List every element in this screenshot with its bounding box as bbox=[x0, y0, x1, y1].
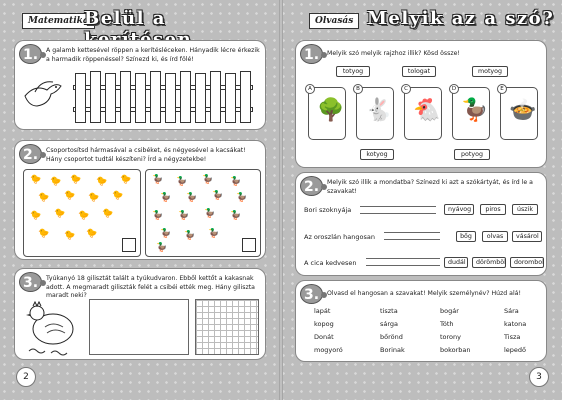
option-card[interactable]: úszik bbox=[512, 204, 538, 215]
task-instruction: Tyúkanyó 18 gilisztát talált a tyúkudvaron. Ebből kettőt a kakasnak adott. A megmaradt giliszták felét a csibéi ették meg. Hány giliszta maradt neki? bbox=[46, 275, 255, 299]
word-item[interactable]: Donát bbox=[314, 333, 334, 341]
sentence: Bori szoknyája bbox=[304, 206, 352, 214]
option-card[interactable]: bőg bbox=[456, 231, 476, 242]
picture-frame-b bbox=[356, 87, 394, 140]
task-number-badge: 3. bbox=[300, 284, 323, 304]
option-card[interactable]: nyávog bbox=[444, 204, 474, 215]
right-page bbox=[281, 0, 562, 400]
duck-icon: 🦆 bbox=[461, 98, 489, 123]
task-box-3-left bbox=[14, 268, 266, 360]
word-item[interactable]: Tisza bbox=[504, 333, 521, 341]
word-item[interactable]: mogyoró bbox=[314, 346, 343, 354]
option-card[interactable]: piros bbox=[480, 204, 506, 215]
rabbit-icon: 🐇 bbox=[365, 98, 393, 123]
word-item[interactable]: bokorban bbox=[440, 346, 471, 354]
fence-illustration bbox=[73, 71, 253, 123]
word-item[interactable]: bogár bbox=[440, 307, 459, 315]
picture-letter: D bbox=[449, 84, 459, 94]
page-number-right: 3 bbox=[529, 367, 549, 387]
page-number-left: 2 bbox=[16, 367, 36, 387]
pigeon-illustration bbox=[21, 76, 65, 114]
pot-icon: 🍲 bbox=[509, 98, 537, 123]
task-box-1-right bbox=[295, 40, 547, 168]
page-title-right: Melyik az a szó? bbox=[367, 8, 555, 29]
word-item[interactable]: tiszta bbox=[380, 307, 398, 315]
answer-box-chicks[interactable] bbox=[122, 238, 136, 252]
word-item[interactable]: lapát bbox=[314, 307, 331, 315]
answer-line[interactable] bbox=[384, 232, 440, 233]
task-box-2-left bbox=[14, 140, 266, 260]
hen-illustration bbox=[23, 297, 83, 357]
word-item[interactable]: lepedő bbox=[504, 346, 527, 354]
task-instruction: Olvasd el hangosan a szavakat! Melyik személynév? Húzd alá! bbox=[327, 290, 521, 297]
answer-line[interactable] bbox=[384, 239, 440, 240]
sentence: Az oroszlán hangosan bbox=[304, 233, 375, 241]
word-card-top[interactable]: tologat bbox=[402, 66, 436, 77]
picture-frame-d bbox=[452, 87, 490, 140]
word-item[interactable]: Tóth bbox=[440, 320, 454, 328]
tree-icon: 🌳 bbox=[317, 98, 345, 123]
word-card-bottom[interactable]: potyog bbox=[454, 149, 490, 160]
word-item[interactable]: Borinak bbox=[380, 346, 405, 354]
task-number-badge: 2. bbox=[19, 144, 42, 164]
picture-frame-a bbox=[308, 87, 346, 140]
subject-tag-math: Matematika bbox=[22, 13, 95, 29]
word-card-top[interactable]: motyog bbox=[472, 66, 508, 77]
option-card[interactable]: dörömböl bbox=[472, 257, 506, 268]
picture-frame-e bbox=[500, 87, 538, 140]
task-instruction: Csoportosítsd hármasával a csibéket, és négyesével a kacsákat! Hány csoportot tudtál készíteni? Írd a négyzetekbe! bbox=[46, 147, 246, 163]
answer-line[interactable] bbox=[360, 213, 436, 214]
option-card[interactable]: dudál bbox=[444, 257, 468, 268]
picture-letter: B bbox=[353, 84, 363, 94]
option-card[interactable]: vásárol bbox=[512, 231, 542, 242]
word-item[interactable]: katona bbox=[504, 320, 527, 328]
ducks-panel: 🦆 🦆 🦆 🦆 🦆 🦆 🦆 🦆 🦆 🦆 🦆 🦆 🦆 🦆 🦆 🦆 bbox=[145, 169, 261, 257]
sentence: A cica kedvesen bbox=[304, 259, 357, 267]
word-item[interactable]: torony bbox=[440, 333, 461, 341]
task-instruction: A galamb kettesével röppen a kerítésléceken. Hányadik lécre érkezik a harmadik röppenéssel? Színezd ki, és írd fölé! bbox=[46, 47, 260, 63]
word-item[interactable]: kopog bbox=[314, 320, 334, 328]
task-number-badge: 1. bbox=[19, 44, 42, 64]
answer-area[interactable] bbox=[89, 299, 189, 355]
task-number-badge: 2. bbox=[300, 176, 323, 196]
word-item[interactable]: bőrönd bbox=[380, 333, 403, 341]
word-card-bottom[interactable]: kotyog bbox=[360, 149, 394, 160]
page-title-left: Belül a bbox=[84, 8, 166, 29]
word-item[interactable]: Sára bbox=[504, 307, 519, 315]
calculation-grid[interactable] bbox=[195, 299, 259, 355]
word-card-top[interactable]: totyog bbox=[336, 66, 370, 77]
option-card[interactable]: dorombol bbox=[510, 257, 544, 268]
task-number-badge: 1. bbox=[300, 44, 323, 64]
picture-frame-c bbox=[404, 87, 442, 140]
picture-letter: C bbox=[401, 84, 411, 94]
task-box-3-right bbox=[295, 280, 547, 362]
picture-letter: E bbox=[497, 84, 507, 94]
answer-line[interactable] bbox=[366, 258, 440, 259]
task-instruction: Melyik szó melyik rajzhoz illik? Kösd össze! bbox=[327, 50, 460, 57]
chicks-panel: 🐤 🐤 🐤 🐤 🐤 🐤 🐤 🐤 🐤 🐤 🐤 🐤 🐤 🐤 🐤 🐤 bbox=[23, 169, 141, 257]
word-item[interactable]: sárga bbox=[380, 320, 399, 328]
picture-letter: A bbox=[305, 84, 315, 94]
hen-icon: 🐔 bbox=[413, 98, 441, 123]
task-instruction: Melyik szó illik a mondatba? Színezd ki azt a szókártyát, és írd le a szavakat! bbox=[327, 179, 533, 195]
answer-line[interactable] bbox=[366, 265, 440, 266]
task-box-2-right bbox=[295, 172, 547, 276]
subject-tag-reading: Olvasás bbox=[309, 13, 359, 29]
answer-line[interactable] bbox=[360, 206, 436, 207]
answer-box-ducks[interactable] bbox=[242, 238, 256, 252]
task-number-badge: 3. bbox=[19, 272, 42, 292]
task-box-1-left bbox=[14, 40, 266, 130]
option-card[interactable]: olvas bbox=[482, 231, 508, 242]
